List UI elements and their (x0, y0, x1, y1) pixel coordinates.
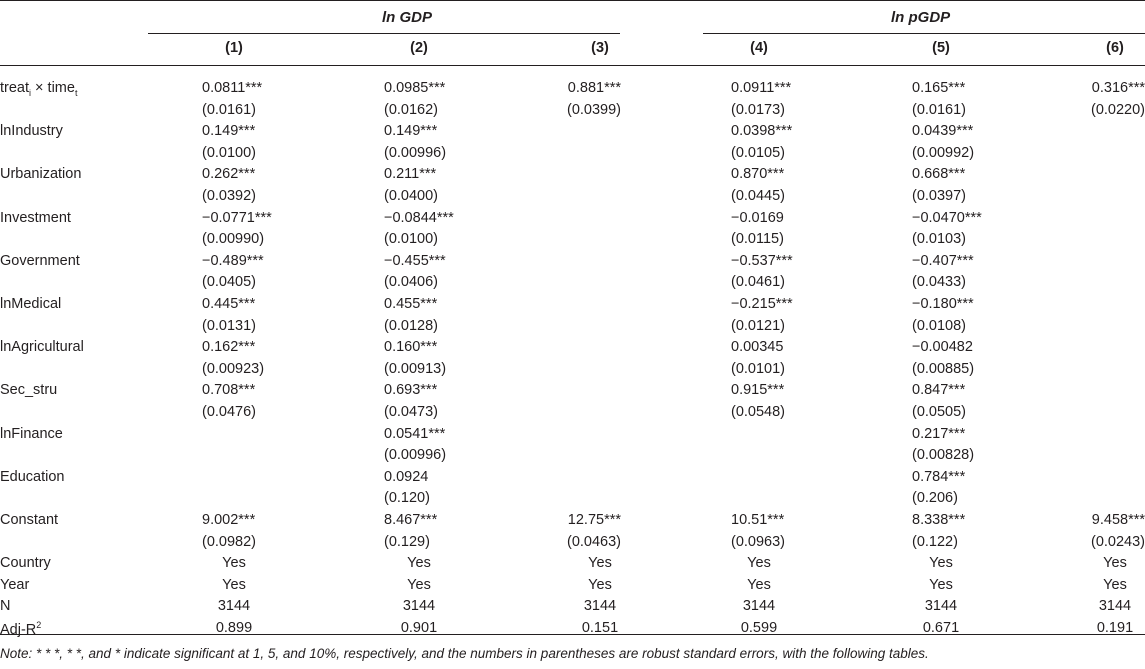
table-cell-col-2: (0.120) (384, 490, 430, 507)
table-note: Note: * * *, * *, and * indicate significant at 1, 5, and 10%, respectively, and the numbers in parentheses are robust standard errors, with the following tables. (0, 646, 929, 661)
table-cell-col-6: (0.0220) (1090, 101, 1145, 118)
table-cell-col-6: (0.0243) (1090, 533, 1145, 550)
table-cell-col-2: (0.0128) (384, 317, 439, 334)
row-label: Sec_stru (0, 382, 58, 399)
table-cell-col-1: 0.262*** (202, 166, 256, 183)
table-row (0, 102, 1145, 123)
table-cell-col-4: −0.0169 (731, 209, 784, 226)
table-cell-col-1: (0.0392) (202, 188, 257, 204)
table-row (0, 296, 1145, 317)
table-cell-col-2: 0.0985*** (384, 80, 446, 96)
table-cell-col-3: Yes (588, 555, 612, 572)
group-header-ln-gdp: ln GDP (382, 9, 433, 26)
table-cell-col-2: 0.149*** (384, 123, 438, 140)
table-cell-col-5: −0.0470*** (912, 209, 982, 226)
header-rule (0, 65, 1145, 66)
column-header-2: (2) (410, 40, 428, 56)
row-label: Country (0, 555, 51, 572)
table-cell-col-2: (0.0100) (384, 231, 439, 248)
table-row (0, 620, 1145, 641)
table-cell-col-6: 3144 (1098, 598, 1132, 615)
table-cell-col-4: (0.0115) (731, 231, 784, 248)
table-cell-col-2: 0.0924 (384, 468, 429, 485)
table-cell-col-6: 0.191 (1096, 620, 1134, 636)
table-cell-col-4: 0.599 (740, 620, 778, 636)
table-cell-col-5: Yes (929, 555, 953, 572)
table-cell-col-5: −0.407*** (912, 252, 974, 269)
table-cell-col-4: (0.0105) (731, 144, 786, 161)
column-header-1: (1) (225, 40, 243, 56)
table-row (0, 555, 1145, 576)
table-cell-col-2: 8.467*** (384, 512, 438, 528)
row-label: lnIndustry (0, 123, 63, 140)
table-row (0, 382, 1145, 403)
table-cell-col-4: 0.0398*** (731, 123, 793, 140)
table-cell-col-4: Yes (747, 555, 771, 572)
table-cell-col-1: Yes (222, 576, 246, 593)
table-row (0, 166, 1145, 187)
row-label: Urbanization (0, 166, 82, 183)
row-label: lnFinance (0, 425, 63, 442)
table-cell-col-5: 0.671 (922, 620, 960, 636)
row-label: treat$_i$ × time$_t$ (0, 80, 78, 98)
table-cell-col-3: (0.0399) (566, 101, 621, 118)
table-cell-col-2: (0.0400) (384, 188, 439, 204)
column-header-4: (4) (750, 40, 768, 56)
table-row (0, 534, 1145, 555)
table-cell-col-1: (0.0100) (202, 144, 257, 161)
table-cell-col-2: (0.129) (384, 533, 430, 550)
table-row (0, 80, 1145, 101)
row-label: Investment (0, 209, 71, 226)
table-row (0, 598, 1145, 619)
table-cell-col-5: (0.00992) (912, 144, 975, 161)
table-cell-col-4: (0.0963) (731, 533, 786, 550)
column-header-5: (5) (932, 40, 950, 56)
row-label: Government (0, 252, 80, 269)
table-cell-col-1: Yes (222, 555, 246, 572)
table-cell-col-5: (0.0505) (912, 404, 967, 420)
table-cell-col-5: (0.0108) (912, 317, 967, 334)
table-row (0, 145, 1145, 166)
table-cell-col-1: (0.0476) (202, 404, 257, 420)
table-row (0, 361, 1145, 382)
table-cell-col-1: 9.002*** (202, 512, 256, 528)
row-label: Constant (0, 512, 59, 528)
table-cell-col-2: (0.00996) (384, 144, 447, 161)
table-cell-col-5: (0.00885) (912, 360, 975, 377)
column-header-6: (6) (1106, 40, 1124, 56)
table-cell-col-4: (0.0101) (731, 360, 786, 377)
table-cell-col-3: (0.0463) (566, 533, 621, 550)
table-cell-col-5: (0.0433) (912, 274, 967, 291)
row-label: lnAgricultural (0, 339, 84, 356)
table-row (0, 426, 1145, 447)
table-cell-col-4: (0.0461) (731, 274, 786, 291)
table-cell-col-4: −0.537*** (731, 252, 793, 269)
table-cell-col-1: 0.162*** (202, 339, 256, 356)
table-row (0, 123, 1145, 144)
table-cell-col-1: −0.489*** (202, 252, 264, 269)
table-cell-col-1: (0.0131) (202, 317, 257, 334)
table-cell-col-1: (0.00990) (202, 231, 265, 248)
table-cell-col-1: −0.0771*** (202, 209, 272, 226)
table-cell-col-5: 0.217*** (912, 425, 966, 442)
row-label: Adj-$R^2$ (0, 620, 42, 638)
table-cell-col-4: (0.0121) (731, 317, 786, 334)
table-cell-col-2: 0.901 (400, 620, 438, 636)
table-cell-col-5: 0.847*** (912, 382, 966, 399)
row-label: lnMedical (0, 296, 62, 312)
table-row (0, 210, 1145, 231)
table-cell-col-5: (0.122) (912, 533, 958, 550)
table-cell-col-5: Yes (929, 576, 953, 593)
table-cell-col-5: (0.0161) (912, 101, 967, 118)
table-row (0, 339, 1145, 360)
table-cell-col-2: (0.00913) (384, 360, 447, 377)
group-underline-ln-gdp (148, 33, 620, 34)
table-row (0, 404, 1145, 425)
table-cell-col-6: 0.316*** (1091, 80, 1145, 96)
table-row (0, 188, 1145, 209)
bottom-rule (0, 634, 1145, 635)
table-cell-col-5: 3144 (924, 598, 958, 615)
table-cell-col-2: (0.0406) (384, 274, 439, 291)
table-row (0, 512, 1145, 533)
table-cell-col-5: (0.206) (912, 490, 958, 507)
table-cell-col-5: 0.668*** (912, 166, 966, 183)
table-cell-col-5: 0.0439*** (912, 123, 974, 140)
table-cell-col-2: 3144 (402, 598, 436, 615)
table-cell-col-1: (0.0161) (202, 101, 257, 118)
table-cell-col-2: 0.0541*** (384, 425, 446, 442)
table-cell-col-6: Yes (1103, 555, 1127, 572)
table-cell-col-4: (0.0173) (731, 101, 786, 118)
table-cell-col-2: 0.455*** (384, 296, 438, 312)
table-cell-col-3: 0.881*** (567, 80, 621, 96)
table-cell-col-5: (0.0103) (912, 231, 967, 248)
table-cell-col-5: 8.338*** (912, 512, 966, 528)
table-cell-col-2: −0.0844*** (384, 209, 454, 226)
table-cell-col-1: 0.149*** (202, 123, 256, 140)
table-cell-col-6: Yes (1103, 576, 1127, 593)
table-cell-col-4: 3144 (742, 598, 776, 615)
table-cell-col-1: (0.0982) (202, 533, 257, 550)
table-cell-col-4: 10.51*** (731, 512, 785, 528)
row-label: Education (0, 468, 65, 485)
table-row (0, 231, 1145, 252)
table-cell-col-3: 0.151 (581, 620, 619, 636)
top-rule (0, 0, 1145, 1)
table-cell-col-2: 0.693*** (384, 382, 438, 399)
table-cell-col-1: (0.0405) (202, 274, 257, 291)
table-row (0, 274, 1145, 295)
column-header-3: (3) (591, 40, 609, 56)
table-cell-col-2: 0.211*** (384, 166, 437, 183)
table-cell-col-5: 0.165*** (912, 80, 966, 96)
table-cell-col-5: (0.00828) (912, 447, 975, 464)
table-cell-col-2: −0.455*** (384, 252, 446, 269)
table-cell-col-5: −0.180*** (912, 296, 974, 312)
row-label: Year (0, 576, 30, 593)
row-label: N (0, 598, 11, 615)
table-cell-col-1: 0.899 (215, 620, 253, 636)
table-cell-col-5: 0.784*** (912, 468, 966, 485)
table-cell-col-4: 0.0911*** (731, 80, 792, 96)
table-cell-col-4: (0.0445) (731, 188, 786, 204)
table-row (0, 447, 1145, 468)
table-cell-col-4: −0.215*** (731, 296, 793, 312)
table-cell-col-3: 3144 (583, 598, 617, 615)
table-cell-col-2: (0.0162) (384, 101, 439, 118)
table-cell-col-2: 0.160*** (384, 339, 438, 356)
table-cell-col-2: (0.00996) (384, 447, 447, 464)
table-cell-col-2: (0.0473) (384, 404, 439, 420)
table-cell-col-6: 9.458*** (1091, 512, 1145, 528)
table-cell-col-2: Yes (407, 555, 431, 572)
table-row (0, 253, 1145, 274)
table-cell-col-4: 0.00345 (731, 339, 784, 356)
table-row (0, 318, 1145, 339)
table-cell-col-1: 0.445*** (202, 296, 256, 312)
table-cell-col-4: Yes (747, 576, 771, 593)
table-cell-col-5: (0.0397) (912, 188, 967, 204)
table-cell-col-3: 12.75*** (567, 512, 621, 528)
table-cell-col-1: 3144 (217, 598, 251, 615)
table-row (0, 490, 1145, 511)
table-cell-col-4: 0.870*** (731, 166, 785, 183)
table-row (0, 469, 1145, 490)
table-cell-col-5: −0.00482 (912, 339, 973, 356)
table-cell-col-4: (0.0548) (731, 404, 786, 420)
table-row (0, 577, 1145, 598)
table-cell-col-3: Yes (588, 576, 612, 593)
table-cell-col-1: (0.00923) (202, 360, 265, 377)
group-header-ln-pgdp: ln pGDP (891, 9, 951, 26)
table-cell-col-1: 0.708*** (202, 382, 256, 399)
table-cell-col-4: 0.915*** (731, 382, 785, 399)
group-underline-ln-pgdp (703, 33, 1145, 34)
table-cell-col-2: Yes (407, 576, 431, 593)
table-cell-col-1: 0.0811*** (202, 80, 263, 96)
